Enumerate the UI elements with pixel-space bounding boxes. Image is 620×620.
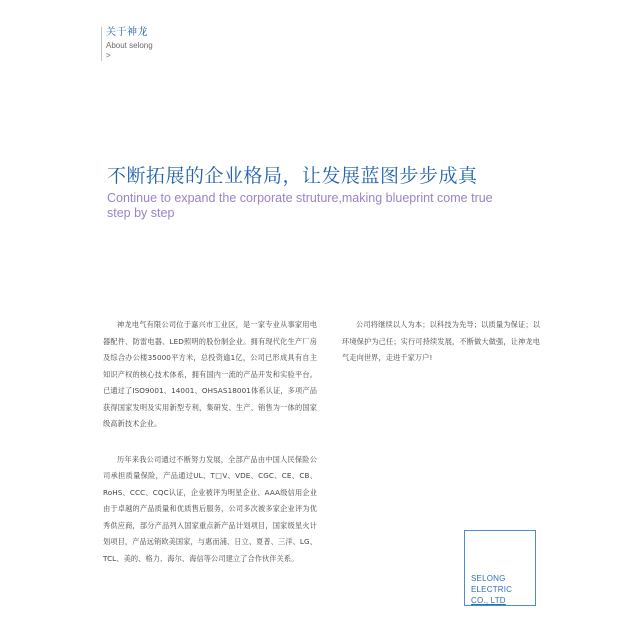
- brand-line-2: ELECTRIC: [471, 585, 513, 594]
- body-paragraph: 历年来我公司通过不断努力发展，全部产品由中国人民保险公司承担质量保险，产品通过UL、T□V、VDE、CGC、CE、CB、RoHS、CCC、CQC认证，企业被评为明星企业、AAA级信用企业由于卓越的产品质量和优质售后服务，公司多次被多家企业评为优秀供应商，部分产品列入国家重点新产品计划项目，国家级星火计划项目，产品远销欧美国家，与惠而浦、日立、夏普、三洋、LG、TCL、美的、格力、海尔、海信等公司建立了合作伙伴关系。: [103, 454, 317, 563]
- body-paragraph: 公司将继续以人为本；以科技为先导；以质量为保证；以环境保护为己任；实行可持续发展，不断做大做强，让神龙电气走向世界，走进千家万户!: [342, 320, 540, 362]
- section-title-cn: 关于神龙: [106, 27, 148, 38]
- body-column-right: [342, 317, 540, 367]
- section-label: [101, 27, 153, 61]
- body-column-left: [103, 317, 317, 567]
- page-subheadline: Continue to expand the corporate struture,making blueprint come true step by step: [107, 191, 493, 220]
- chevron-right-icon: >: [106, 51, 111, 60]
- page-headline: 不断拓展的企业格局，让发展蓝图步步成真: [107, 165, 478, 187]
- brand-line-1: SELONG: [471, 574, 506, 583]
- section-title-en: About selong: [106, 41, 153, 50]
- company-logo-box: [464, 530, 536, 606]
- body-paragraph: 神龙电气有限公司位于嘉兴市工业区，是一家专业从事家用电器配件、防雷电器、LED照明的股份制企业。拥有现代化生产厂房及综合办公楼35000平方米，总投资逾1亿，公司已形成具有自主知识产权的核心技术体系，拥有国内一流的产品开发和实验平台。已通过了ISO9001、14001、OHSAS18001体系认证，多项产品获得国家发明及实用新型专利，集研发、生产、销售为一体的国家级高新技术企业。: [103, 320, 317, 428]
- brand-line-3: CO., LTD: [471, 596, 506, 605]
